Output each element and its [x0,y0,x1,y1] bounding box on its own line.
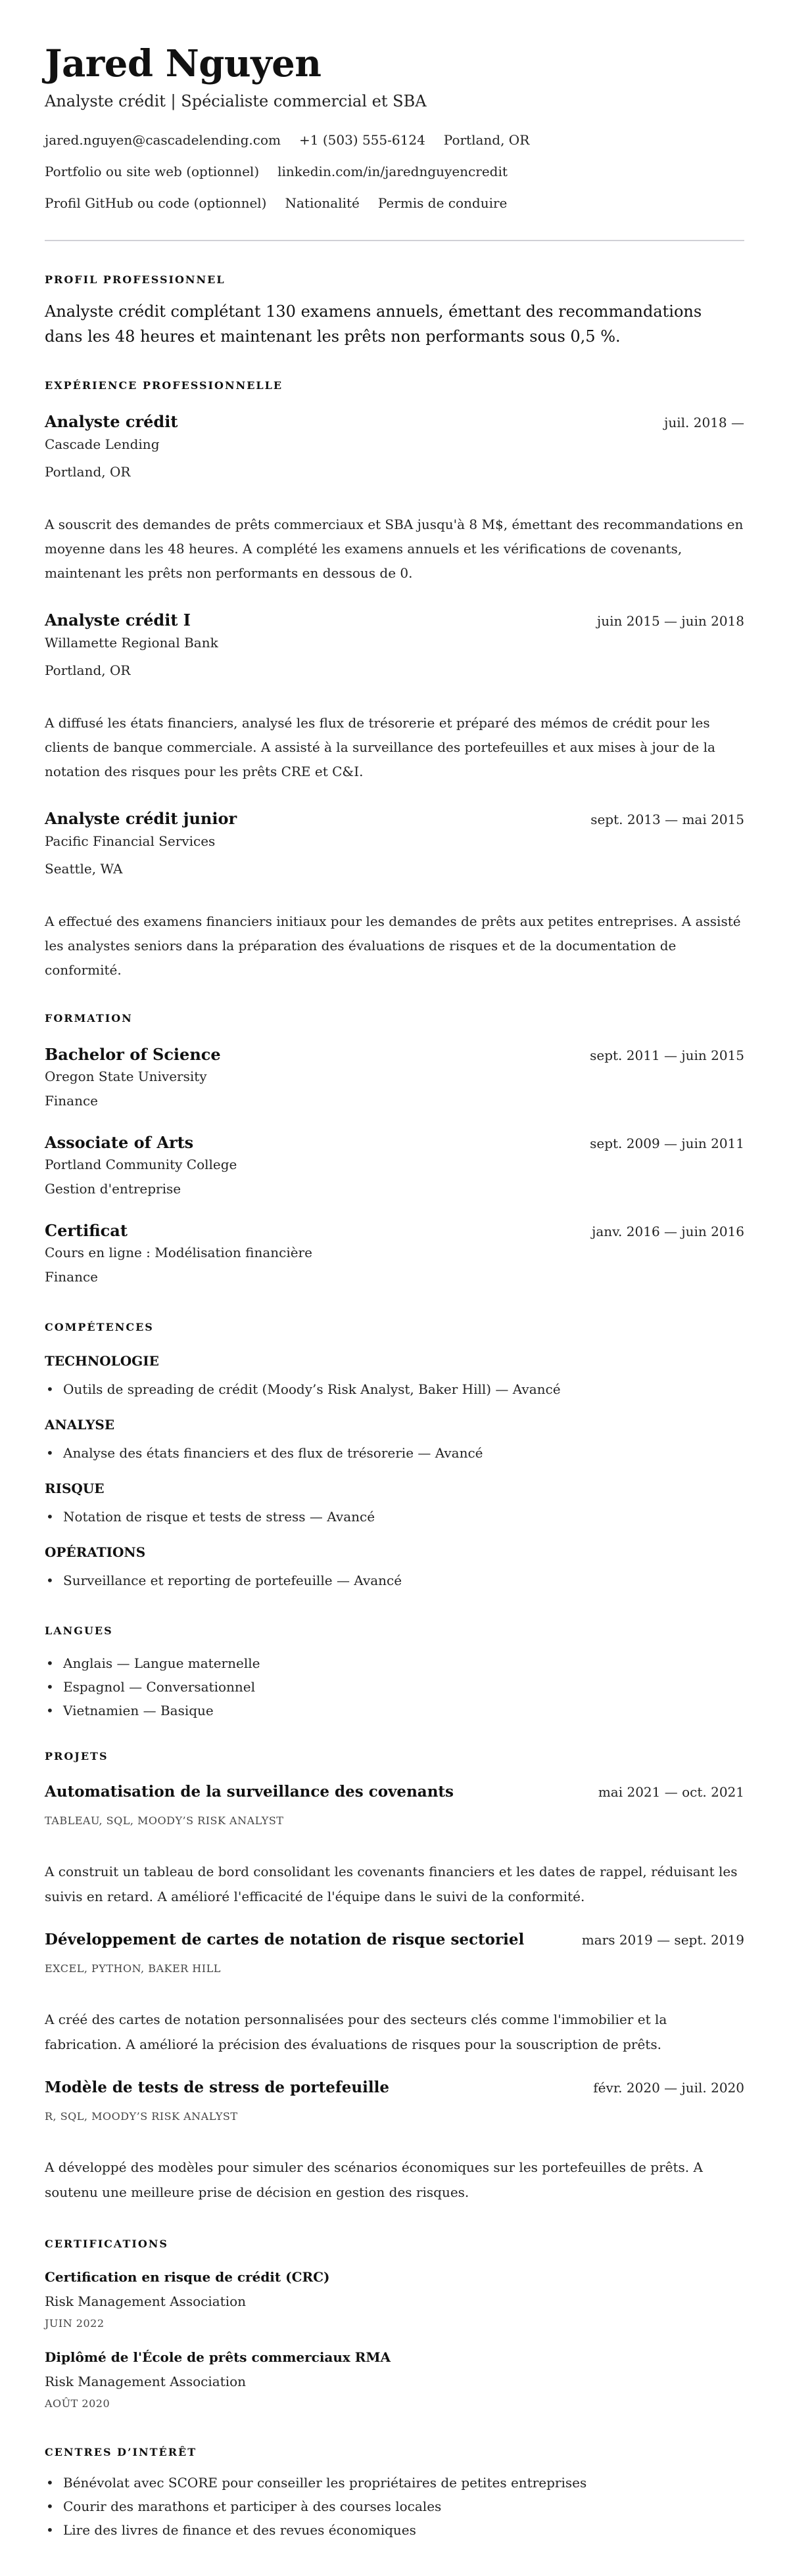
certification-date: JUIN 2022 [45,2317,105,2330]
skill-category: RISQUE [45,1481,105,1496]
project-header [45,1930,744,1950]
job-entry [45,412,744,586]
certification-entry [45,2348,744,2410]
project-entry [45,1782,744,1909]
education-header [45,1045,744,1065]
skill-item: • Analyse des états financiers et des flux de trésorerie — Avancé [45,1444,744,1462]
certification-entry [45,2268,744,2330]
project-tech-tags: R, SQL, MOODY’S RISK ANALYST [45,2110,238,2123]
job-header [45,412,744,432]
education-header [45,1133,744,1153]
project-description: A construit un tableau de bord consolidant les covenants financiers et les dates de rappel, réduisant les suivis en retard. A amélioré l'efficacité de l'équipe dans le suivi de la conformité. [45,1864,738,1904]
degree: Bachelor of Science [45,1045,221,1064]
section-heading-profile: PROFIL PROFESSIONNEL [45,273,226,286]
certification-date: AOÛT 2020 [45,2397,110,2410]
skill-item: • Outils de spreading de crédit (Moody’s Risk Analyst, Baker Hill) — Avancé [45,1380,744,1398]
location: Portland, OR [443,132,530,148]
project-description: A développé des modèles pour simuler des scénarios économiques sur les portefeuilles de prêts. A soutenu une meilleure prise de décision en gestion des risques. [45,2159,703,2200]
project-title: Automatisation de la surveillance des covenants [45,1783,454,1801]
job-title: Analyste crédit I [45,610,191,630]
project-header [45,2078,744,2098]
skill-category: OPÉRATIONS [45,1544,146,1560]
contact-row [45,194,744,212]
education-dates: janv. 2016 — juin 2016 [592,1224,744,1239]
profile-summary: Analyste crédit complétant 130 examens annuels, émettant des recommandations dans les 48 heures et maintenant les prêts non performants sous 0,5 %. [45,302,702,346]
certification-issuer: Risk Management Association [45,2374,247,2389]
interest-list [45,2471,744,2542]
drivers-license: Permis de conduire [377,195,508,211]
skill-list [45,1444,744,1462]
job-location: Portland, OR [45,464,131,480]
education-entry [45,1133,744,1198]
project-tech-tags: TABLEAU, SQL, MOODY’S RISK ANALYST [45,1814,284,1827]
job-header [45,809,744,829]
certification-title: Diplômé de l'École de prêts commerciaux RMA [45,2349,391,2365]
contact-row [45,162,744,181]
section-heading-certifications: CERTIFICATIONS [45,2238,168,2250]
skill-category: TECHNOLOGIE [45,1353,159,1369]
education-header [45,1221,744,1241]
project-title: Modèle de tests de stress de portefeuille [45,2079,389,2096]
nationality: Nationalité [285,195,360,211]
candidate-name: Jared Nguyen [45,42,322,85]
project-description: A créé des cartes de notation personnalisées pour des secteurs clés comme l'immobilier et la fabrication. A amélioré la précision des évaluations de risques pour la souscription de prêts. [45,2012,667,2052]
certification-issuer: Risk Management Association [45,2293,247,2309]
skill-list [45,1571,744,1590]
degree: Certificat [45,1221,128,1240]
headline: Analyste crédit | Spécialiste commercial et SBA [45,92,427,110]
language-item: • Anglais — Langue maternelle [45,1651,744,1675]
field-of-study: Gestion d'entreprise [45,1181,181,1197]
school: Cours en ligne : Modélisation financière [45,1245,312,1260]
school: Oregon State University [45,1069,207,1084]
section-heading-projects: PROJETS [45,1750,108,1762]
github-link[interactable]: Profil GitHub ou code (optionnel) [45,195,267,211]
job-entry [45,809,744,982]
contact-row [45,131,744,149]
interest-item: • Bénévolat avec SCORE pour conseiller les propriétaires de petites entreprises [45,2471,744,2495]
field-of-study: Finance [45,1093,98,1109]
job-title: Analyste crédit [45,412,178,431]
job-location: Portland, OR [45,662,131,678]
certification-title: Certification en risque de crédit (CRC) [45,2269,330,2285]
section-heading-languages: LANGUES [45,1624,113,1637]
job-header [45,610,744,630]
company: Cascade Lending [45,436,160,452]
skill-list [45,1507,744,1526]
phone: +1 (503) 555-6124 [299,132,425,148]
project-dates: mars 2019 — sept. 2019 [581,1932,744,1948]
project-tech-tags: EXCEL, PYTHON, BAKER HILL [45,1962,221,1975]
education-entry [45,1045,744,1110]
job-description: A effectué des examens financiers initiaux pour les demandes de prêts aux petites entreprises. A assisté les analystes seniors dans la préparation des évaluations de risques et de la documentation de conformité. [45,913,741,978]
education-dates: sept. 2011 — juin 2015 [590,1047,744,1063]
job-dates: sept. 2013 — mai 2015 [590,812,744,827]
interest-item: • Courir des marathons et participer à des courses locales [45,2495,744,2518]
job-dates: juil. 2018 — [664,415,744,430]
section-heading-education: FORMATION [45,1012,133,1024]
section-heading-experience: EXPÉRIENCE PROFESSIONNELLE [45,379,283,392]
linkedin-link[interactable]: linkedin.com/in/jarednguyencredit [277,164,508,179]
job-location: Seattle, WA [45,861,123,877]
company: Willamette Regional Bank [45,635,218,651]
education-entry [45,1221,744,1286]
job-dates: juin 2015 — juin 2018 [597,613,744,629]
language-item: • Espagnol — Conversationnel [45,1675,744,1699]
degree: Associate of Arts [45,1133,194,1152]
section-heading-interests: CENTRES D’INTÉRÊT [45,2446,197,2458]
project-header [45,1782,744,1802]
project-title: Développement de cartes de notation de risque sectoriel [45,1931,525,1948]
project-dates: mai 2021 — oct. 2021 [598,1784,744,1800]
language-item: • Vietnamien — Basique [45,1699,744,1722]
school: Portland Community College [45,1157,237,1172]
company: Pacific Financial Services [45,833,216,849]
skill-item: • Notation de risque et tests de stress — Avancé [45,1507,744,1526]
job-entry [45,610,744,784]
skill-item: • Surveillance et reporting de portefeuille — Avancé [45,1571,744,1590]
language-list [45,1651,744,1722]
interest-item: • Lire des livres de finance et des revues économiques [45,2518,744,2542]
portfolio-link[interactable]: Portfolio ou site web (optionnel) [45,164,260,179]
project-dates: févr. 2020 — juil. 2020 [593,2080,744,2096]
job-description: A souscrit des demandes de prêts commerciaux et SBA jusqu'à 8 M$, émettant des recommandations en moyenne dans les 48 heures. A complété les examens annuels et les vérifications de covenants, maintenant les prêts non performants en dessous de 0. [45,517,744,581]
project-entry [45,1930,744,2057]
education-dates: sept. 2009 — juin 2011 [590,1136,744,1151]
skill-category: ANALYSE [45,1417,115,1433]
job-description: A diffusé les états financiers, analysé les flux de trésorerie et préparé des mémos de crédit pour les clients de banque commerciale. A assisté à la surveillance des portefeuilles et aux mises à jour de la notation des risques pour les prêts CRE et C&I. [45,715,715,779]
section-heading-skills: COMPÉTENCES [45,1321,154,1333]
email-link[interactable]: jared.nguyen@cascadelending.com [45,132,281,148]
project-entry [45,2078,744,2205]
skill-list [45,1380,744,1398]
field-of-study: Finance [45,1269,98,1285]
header-divider [45,240,744,241]
job-title: Analyste crédit junior [45,809,237,828]
